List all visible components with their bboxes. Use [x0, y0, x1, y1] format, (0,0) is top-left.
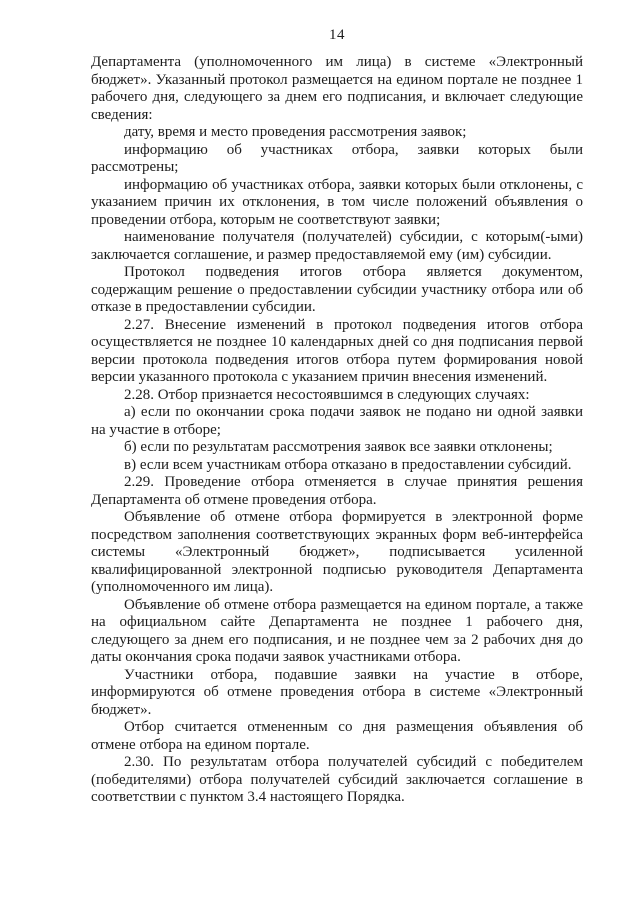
- paragraph: в) если всем участникам отбора отказано в предоставлении субсидий.: [124, 456, 572, 473]
- paragraph: Участники отбора, подавшие заявки на участие в отборе, информируются об отмене проведения отбора в системе «Электронный бюджет».: [91, 666, 583, 718]
- paragraph: информацию об участниках отбора, заявки которых были рассмотрены;: [91, 141, 583, 175]
- paragraph: Объявление об отмене отбора формируется в электронной форме посредством заполнения соответствующих экранных форм веб-интерфейса системы «Электронный бюджет», подписывается усиленной квалифицированной электронной подписью руководителя Департамента (уполномоченного им лица).: [91, 509, 583, 595]
- paragraph: 2.29. Проведение отбора отменяется в случае принятия решения Департамента об отмене проведения отбора.: [91, 474, 583, 508]
- paragraph: информацию об участниках отбора, заявки которых были отклонены, с указанием причин их отклонения, в том числе положений объявления о проведении отбора, которым не соответствуют заявки;: [91, 176, 583, 228]
- paragraph: наименование получателя (получателей) субсидии, с которым(-ыми) заключается соглашение, и размер предоставляемой ему (им) субсидии.: [91, 229, 583, 263]
- paragraph: Объявление об отмене отбора размещается на едином портале, а также на официальном сайте Департамента не позднее 1 рабочего дня, следующего за днем его подписания, и не позднее чем за 2 рабочих дня до даты окончания срока подачи заявок участниками отбора.: [91, 596, 583, 665]
- paragraph: Департамента (уполномоченного им лица) в системе «Электронный бюджет». Указанный протокол размещается на едином портале не позднее 1 рабочего дня, следующего за днем его подписания, и включает следующие сведения:: [91, 54, 583, 123]
- paragraph: б) если по результатам рассмотрения заявок все заявки отклонены;: [124, 439, 553, 455]
- paragraph: Протокол подведения итогов отбора является документом, содержащим решение о предоставлении субсидии участнику отбора или об отказе в предоставлении субсидии.: [91, 264, 583, 315]
- paragraph: дату, время и место проведения рассмотрения заявок;: [124, 124, 467, 140]
- paragraph: а) если по окончании срока подачи заявок не подано ни одной заявки на участие в отборе;: [91, 404, 583, 438]
- page-number: 14: [329, 27, 345, 43]
- paragraph: 2.30. По результатам отбора получателей субсидий с победителем (победителями) отбора получателей субсидий заключается соглашение в соответствии с пунктом 3.4 настоящего Порядка.: [91, 754, 583, 805]
- paragraph: 2.27. Внесение изменений в протокол подведения итогов отбора осуществляется не позднее 10 календарных дней со дня подписания первой версии протокола подведения итогов отбора путем формирования новой версии указанного протокола с указанием причин внесения изменений.: [91, 316, 583, 385]
- paragraph: Отбор считается отмененным со дня размещения объявления об отмене отбора на едином портале.: [91, 719, 583, 753]
- document-body: [91, 54, 583, 807]
- paragraph: 2.28. Отбор признается несостоявшимся в следующих случаях:: [124, 386, 530, 403]
